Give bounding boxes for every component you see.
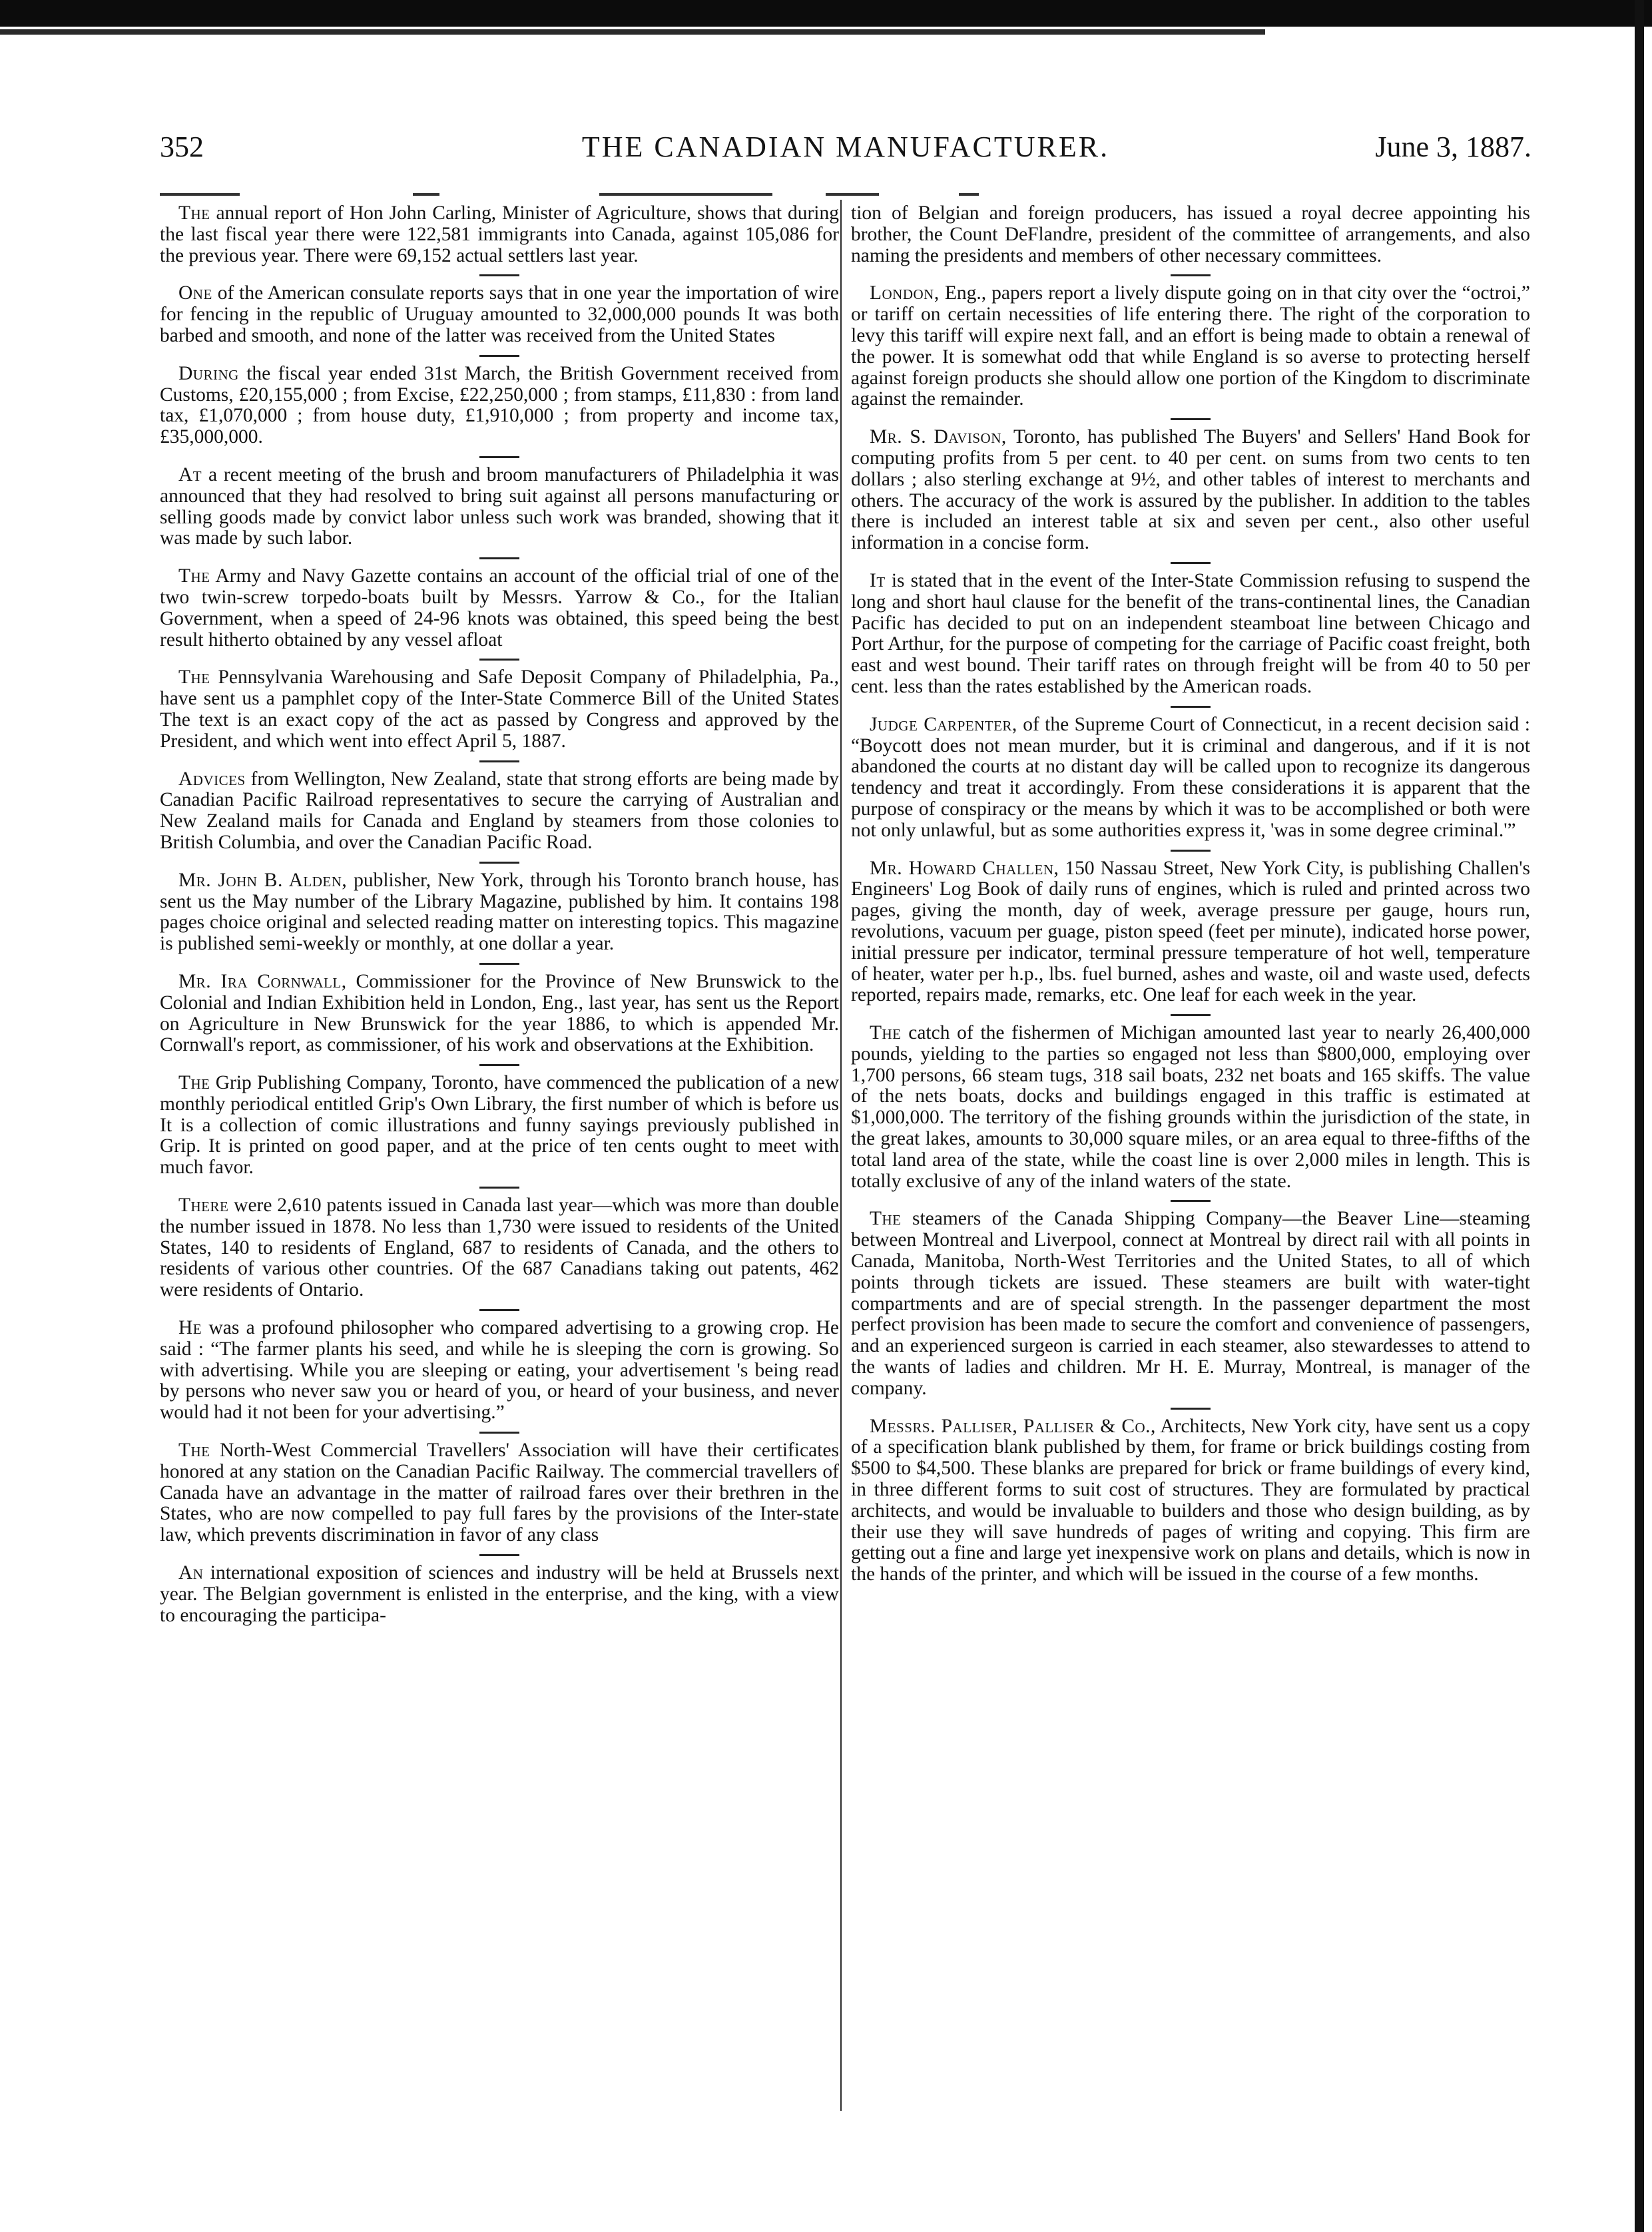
lead-words: Messrs. Palliser, Palliser & Co., <box>870 1415 1156 1437</box>
paragraph-separator <box>479 1064 519 1066</box>
lead-words: One <box>178 282 212 304</box>
news-text: of the American consulate reports says that in one year the importation of wire for fencing in the republic of Uruguay amounted to 32,000,000 pounds It was both barbed and smooth, and none of the latter was received from the United States <box>160 282 839 346</box>
page-number: 352 <box>160 131 204 163</box>
news-text: of the Supreme Court of Connecticut, in a recent decision said : “Boycott does not mean murder, but it is criminal and dangerous, and if it is not abandoned the courts at no distant day will be called upon to recognize its dangerous tendency and treat it accordingly. From these considerations it is apparent that the purpose of conspiracy or the means by which it was to be accomplished or both were not only unlawful, but as some authorities express it, 'was in some degree criminal.'” <box>851 713 1530 841</box>
paragraph-separator <box>479 963 519 965</box>
news-text: Army and Navy Gazette contains an account of the official trial of one of the two twin-screw torpedo-boats built by Messrs. Yarrow & Co., for the Italian Government, when a speed of 24-96 knots was obtained, this speed being the best result hitherto obtained by any vessel afloat <box>160 565 839 651</box>
news-item <box>160 283 839 346</box>
lead-words: Mr. Howard Challen, <box>870 857 1059 879</box>
lead-words: At <box>178 463 202 485</box>
header-rule-segment <box>959 193 979 196</box>
paragraph-separator <box>479 1309 519 1311</box>
header-rule-segment <box>160 193 240 196</box>
page-date: June 3, 1887. <box>1375 131 1531 163</box>
lead-words: The <box>178 1072 210 1094</box>
news-text: were 2,610 patents issued in Canada last year—which was more than double the number issued in 1878. No less than 1,730 were issued to residents of the United States, 140 to residents of England, 687 to residents of Canada, and the others to residents of various other countries. Of the 687 Canadians taking out patents, 462 were residents of Ontario. <box>160 1195 839 1301</box>
news-text: Pennsylvania Warehousing and Safe Deposit Company of Philadelphia, Pa., have sent us a pamphlet copy of the Inter-State Commerce Bill of the United States The text is an exact copy of the act as passed by Congress and approved by the President, and which went into effect April 5, 1887. <box>160 667 839 752</box>
paragraph-separator <box>479 557 519 559</box>
lead-words: He <box>178 1317 202 1339</box>
header-rule-segment <box>599 193 772 196</box>
paragraph-separator <box>1171 418 1211 420</box>
paragraph-separator <box>1171 850 1211 852</box>
paragraph-separator <box>479 862 519 864</box>
news-text: annual report of Hon John Carling, Minister of Agriculture, shows that during the last fiscal year there were 122,581 immigrants into Canada, against 105,086 for the previous year. There were 69,152 actual settlers last year. <box>160 202 839 266</box>
lead-words: The <box>178 667 210 689</box>
lead-words: During <box>178 362 239 384</box>
top-border-rule <box>0 0 1652 27</box>
news-text: is stated that in the event of the Inter-State Commission refusing to suspend the long and short haul clause for the benefit of the trans-continental lines, the Canadian Pacific has decided to put on an independent steamboat line between Chicago and Port Arthur, for the purpose of competing for the carriage of Pacific coast freight, both east and west bound. Their tariff rates on through freight will be from 40 to 50 per cent. less than the rates established by the American roads. <box>851 569 1530 697</box>
lead-words: Mr. S. Davison, <box>870 426 1007 448</box>
news-item <box>160 667 839 752</box>
news-text: the fiscal year ended 31st March, the British Government received from Customs, £20,155,000 ; from Excise, £22,250,000 ; from stamps, £11,830 : from land tax, £1,070,000 ; from house duty, £1,910,000 ; from property and income tax, £35,000,000. <box>160 362 839 448</box>
lead-words: London, <box>870 282 940 304</box>
lead-words: The <box>870 1022 902 1044</box>
paragraph-separator <box>479 760 519 762</box>
news-text: publisher, New York, through his Toronto branch house, has sent us the May number of the Library Magazine, published by him. It contains 198 pages choice original and selected reading matter on interesting topics. This magazine is published semi-weekly or monthly, at one dollar a year. <box>160 869 839 955</box>
news-item <box>160 769 839 854</box>
news-text: was a profound philosopher who compared advertising to a growing crop. He said : “The farmer plants his seed, and while he is sleeping the corn is growing. So with advertising. While you are sleeping or eating, your advertisement 's being read by persons who never saw you or heard of you, or heard of your business, and never would had it not been for your advertising.” <box>160 1317 839 1424</box>
news-item <box>160 364 839 448</box>
paragraph-separator <box>479 1554 519 1556</box>
news-item <box>851 283 1530 410</box>
news-item <box>851 1209 1530 1399</box>
lead-words: The <box>870 1208 902 1230</box>
paragraph-separator <box>1171 1200 1211 1202</box>
news-item <box>851 858 1530 1007</box>
right-border-rule <box>1635 0 1644 2232</box>
page-header <box>160 130 1531 176</box>
right-column <box>851 203 1530 1585</box>
paragraph-separator <box>1171 562 1211 564</box>
news-item <box>851 1416 1530 1585</box>
paragraph-separator <box>479 355 519 357</box>
news-text: Eng., papers report a lively dispute going on in that city over the “octroi,” or tariff on certain necessities of life entering there. The right of the corporation to levy this tariff will expire next fall, and an effort is being made to obtain a renewal of the power. It is somewhat odd that while England is so averse to protecting herself against foreign products she should allow one portion of the Kingdom to discriminate against the remainder. <box>851 282 1530 410</box>
news-text: Architects, New York city, have sent us a copy of a specification blank published by them, for frame or brick buildings costing from $500 to $4,500. These blanks are prepared for brick or frame buildings of every kind, in three different forms to suit cost of structures. They are formulated by practical architects, and would be invaluable to builders and those who design building, as by their use they will save hundreds of pages of writing and copying. This firm are getting out a fine and large yet inexpensive work on plans and details, which is now in the hands of the printer, and which will be issued in the course of a few months. <box>851 1415 1531 1585</box>
lead-words: The <box>178 565 210 587</box>
header-rule-segment <box>826 193 879 196</box>
news-text: Toronto, has published The Buyers' and Sellers' Hand Book for computing profits from 5 per cent. to 40 per cent. on sums from two cents to ten dollars ; also sterling exchange at 9½, and other tables of interest to merchants and others. The accuracy of the work is assured by the publisher. In addition to the tables there is included an interest table at six and seven per cent., also other useful information in a concise form. <box>851 426 1530 554</box>
lead-words: An <box>178 1562 204 1584</box>
paragraph-separator <box>1171 1014 1211 1016</box>
news-item <box>160 566 839 651</box>
lead-words: It <box>870 569 886 591</box>
news-text: a recent meeting of the brush and broom manufacturers of Philadelphia it was announced that they had resolved to bring suit against all persons manufacturing or selling goods made by convict labor unless such work was branded, showing that it was made by such labor. <box>160 463 839 549</box>
news-item <box>160 1195 839 1301</box>
news-item <box>851 714 1530 842</box>
news-text: Grip Publishing Company, Toronto, have commenced the publication of a new monthly periodical entitled Grip's Own Library, the first number of which is before us It is a collection of comic illustrations and funny sayings previously published in Grip. It is printed on good paper, and at the price of ten cents ought to meet with much favor. <box>160 1072 839 1179</box>
paragraph-separator <box>479 1187 519 1189</box>
news-item <box>160 465 839 549</box>
column-divider <box>840 200 842 2111</box>
news-text: tion of Belgian and foreign producers, has issued a royal decree appointing his brother, the Count DeFlandre, president of the committee of arrangements, and also naming the presidents and members of other necessary committees. <box>851 202 1530 266</box>
lead-words: Mr. John B. Alden, <box>178 869 348 891</box>
news-text: catch of the fishermen of Michigan amounted last year to nearly 26,400,000 pounds, yielding to the parties so engaged not less than $800,000, employing over 1,700 persons, 66 steam tugs, 318 sail boats, 232 net boats and 165 skiffs. The value of the nets boats, docks and buildings engaged in this traffic is estimated at $1,000,000. The territory of the fishing grounds within the jurisdiction of the state, in the great lakes, amounts to 30,000 square miles, or an area equal to three-fifths of the total land area of the state, while the coast line is over 2,000 miles in length. This is totally exclusive of any of the inland waters of the state. <box>851 1022 1530 1192</box>
paragraph-separator <box>479 659 519 661</box>
left-column <box>160 203 839 1626</box>
lead-words: Mr. Ira Cornwall, <box>178 970 347 992</box>
lead-words: The <box>178 202 210 224</box>
top-border-underline <box>0 29 1265 35</box>
paragraph-separator <box>1171 1408 1211 1410</box>
news-item <box>160 1563 839 1626</box>
news-item <box>160 203 839 266</box>
lead-words: The <box>178 1440 210 1462</box>
paragraph-separator <box>1171 274 1211 276</box>
lead-words: Advices <box>178 768 246 790</box>
lead-words: Judge Carpenter, <box>870 713 1017 735</box>
news-item <box>160 870 839 955</box>
page-title: THE CANADIAN MANUFACTURER. <box>581 131 1110 163</box>
lead-words: There <box>178 1195 229 1217</box>
news-text: 150 Nassau Street, New York City, is publishing Challen's Engineers' Log Book of daily runs of engines, which is ruled and printed across two pages, giving the month, day of week, average pressure per gauge, hours run, revolutions, vacuum per guage, piston speed (feet per minute), indicated horse power, initial pressure per indicator, terminal pressure temperature of hot well, temperature of heater, water per h.p., lbs. fuel burned, ashes and waste, oil and waste used, defects reported, repairs made, remarks, etc. One leaf for each week in the year. <box>851 857 1530 1006</box>
news-text: North-West Commercial Travellers' Association will have their certificates honored at any station on the Canadian Pacific Railway. The commercial travellers of Canada have an advantage in the matter of railroad fares over their brethren in the States, who are now compelled to pay full fares by the provisions of the Inter-state law, which prevents discrimination in favor of any class <box>160 1440 839 1546</box>
paragraph-separator <box>479 456 519 458</box>
news-item <box>851 427 1530 554</box>
news-item <box>851 1023 1530 1192</box>
news-item <box>160 1440 839 1546</box>
news-text: international exposition of sciences and industry will be held at Brussels next year. The Belgian government is enlisted in the enterprise, and the king, with a view to encouraging the participa- <box>160 1562 839 1626</box>
paragraph-separator <box>479 274 519 276</box>
paragraph-separator <box>1171 706 1211 708</box>
news-item <box>160 972 839 1056</box>
news-text: Commissioner for the Province of New Brunswick to the Colonial and Indian Exhibition held in London, Eng., last year, has sent us the Report on Agriculture in New Brunswick for the year 1886, to which is appended Mr. Cornwall's report, as commissioner, of his work and observations at the Exhibition. <box>160 970 839 1056</box>
news-item <box>851 571 1530 698</box>
paragraph-separator <box>479 1432 519 1434</box>
news-item <box>851 203 1530 266</box>
header-rule-segment <box>413 193 439 196</box>
news-text: steamers of the Canada Shipping Company—the Beaver Line—steaming between Montreal and Liverpool, connect at Montreal by direct rail with all points in Canada, Manitoba, North-West Territories and the United States, to all of which points through tickets are issued. These steamers are built with water-tight compartments and are of special strength. In the passenger department the most perfect provision has been made to secure the comfort and convenience of passengers, and an experienced surgeon is carried in each steamer, also stewardesses to attend to the wants of ladies and children. Mr H. E. Murray, Montreal, is manager of the company. <box>851 1208 1530 1399</box>
news-item <box>160 1073 839 1179</box>
news-text: from Wellington, New Zealand, state that strong efforts are being made by Canadian Pacific Railroad representatives to secure the carrying of Australian and New Zealand mails for Canada and England by steamers from those colonies to British Columbia, and over the Canadian Pacific Road. <box>160 768 839 853</box>
news-item <box>160 1318 839 1424</box>
